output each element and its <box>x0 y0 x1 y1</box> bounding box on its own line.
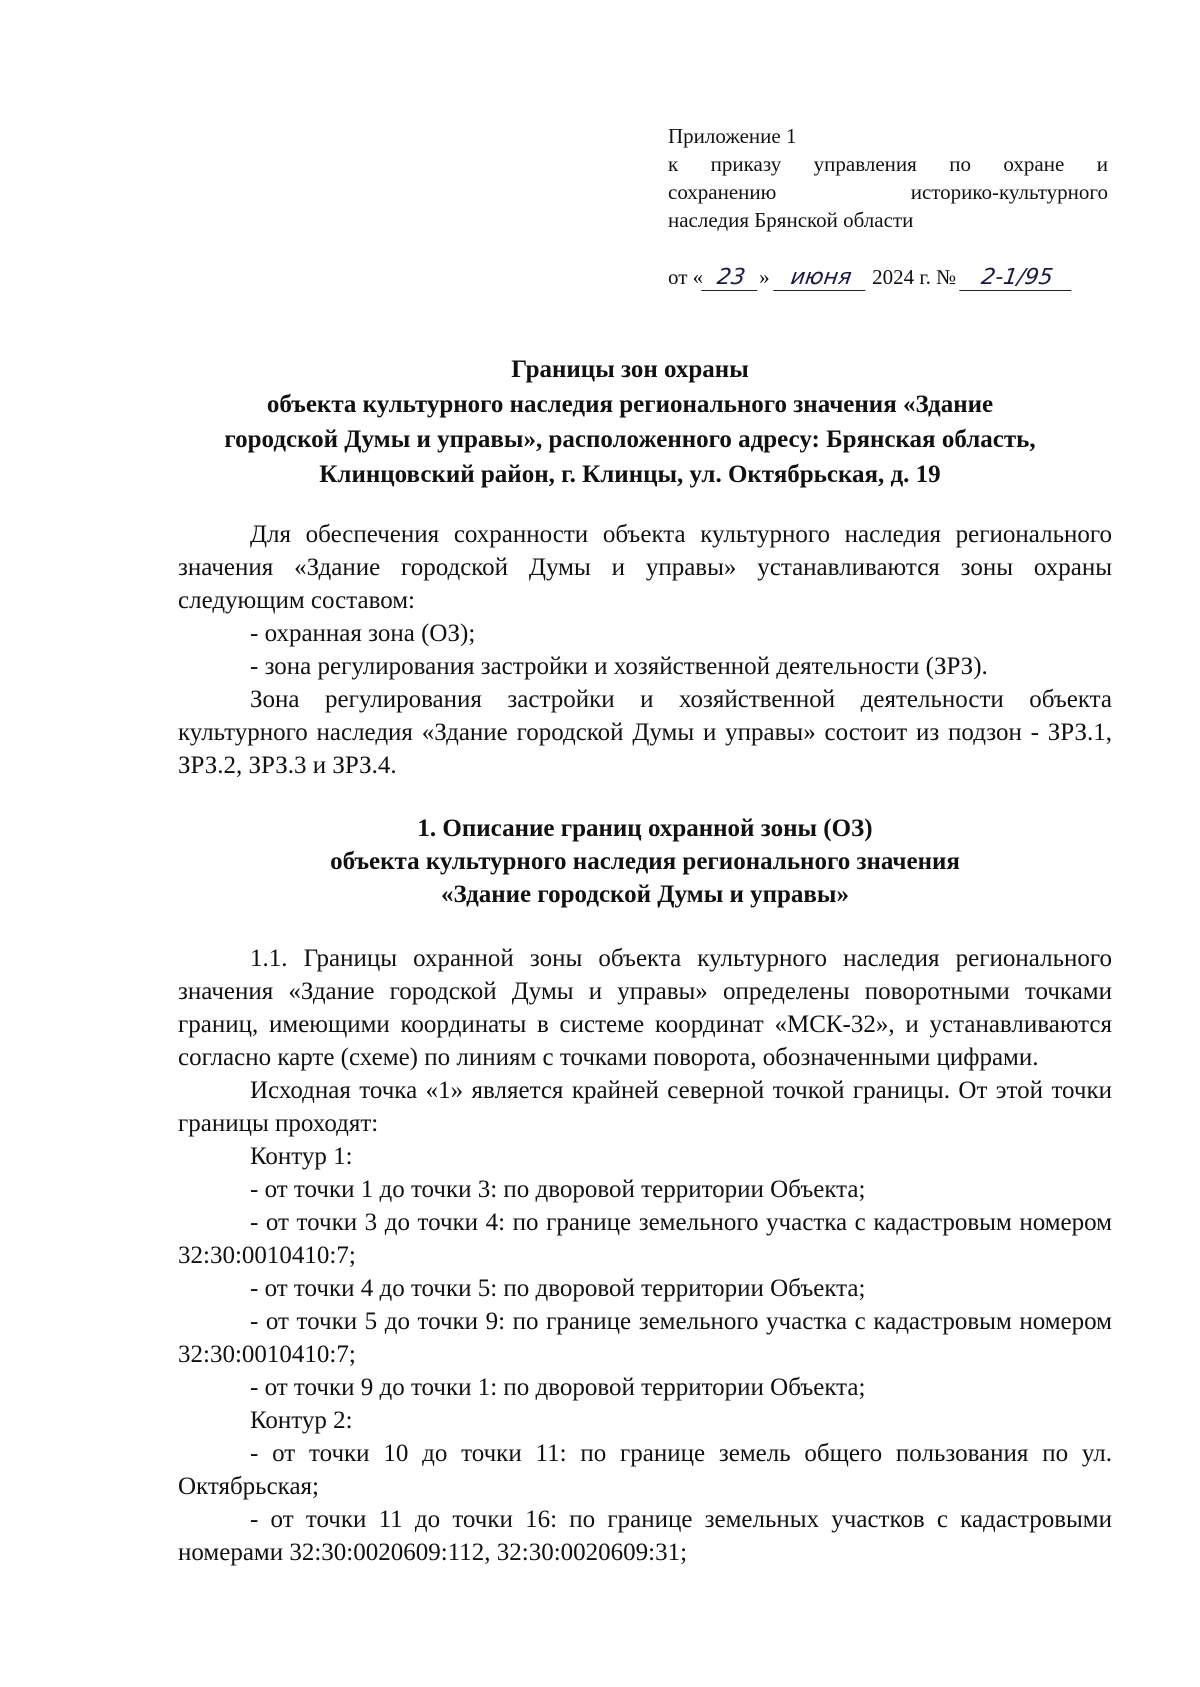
handwritten-day: 23 <box>701 266 761 291</box>
contour-2-item-2: - от точки 11 до точки 16: по границе земельных участков с кадастровыми номерами 32:30:0020609:112, 32:30:0020609:31; <box>178 1506 1112 1566</box>
paragraph-1-1: 1.1. Границы охранной зоны объекта культурного наследия регионального значения «Здание городской Думы и управы» определены поворотными точками границ, имеющими координаты в системе координат «МСК-32», и устанавливаются согласно карте (схеме) по линиям с точками поворота, обозначенными цифрами. <box>178 945 1112 1071</box>
zone-item-oz: - охранная зона (ОЗ); <box>250 620 476 647</box>
contour-1-item-2: - от точки 3 до точки 4: по границе земельного участка с кадастровым номером 32:30:0010410:7; <box>178 1209 1112 1269</box>
section-1-title-line-3: «Здание городской Думы и управы» <box>441 881 849 908</box>
contour-2-item-1: - от точки 10 до точки 11: по границе земель общего пользования по ул. Октябрьская; <box>178 1440 1112 1500</box>
contour-1-item-1: - от точки 1 до точки 3: по дворовой территории Объекта; <box>250 1176 866 1203</box>
title-line-3: городской Думы и управы», расположенного адресу: Брянская область, <box>224 426 1036 453</box>
date-mid: » <box>759 265 770 289</box>
zone-item-zrz: - зона регулирования застройки и хозяйственной деятельности (ЗРЗ). <box>250 653 988 680</box>
appendix-line-4: наследия Брянской области <box>668 208 914 232</box>
contour-2-label: Контур 2: <box>250 1407 353 1434</box>
title-line-1: Границы зон охраны <box>511 356 749 383</box>
title-line-2: объекта культурного наследия регионального значения «Здание <box>266 391 994 418</box>
handwritten-month: июня <box>773 266 869 291</box>
start-point-paragraph: Исходная точка «1» является крайней северной точкой границы. От этой точки границы проходят: <box>178 1077 1112 1137</box>
date-prefix: от « <box>668 265 704 289</box>
section-1-title <box>178 812 1112 911</box>
handwritten-order-number: 2-1/95 <box>960 266 1076 291</box>
contour-1-item-4: - от точки 5 до точки 9: по границе земельного участка с кадастровым номером 32:30:0010410:7; <box>178 1308 1112 1368</box>
appendix-title: Приложение 1 <box>668 124 797 148</box>
appendix-block <box>668 122 1108 234</box>
section-1-body <box>178 942 1112 1569</box>
contour-1-label: Контур 1: <box>250 1143 353 1170</box>
appendix-line-2: к приказу управления по охране и <box>668 152 1108 176</box>
subzones-paragraph: Зона регулирования застройки и хозяйственной деятельности объекта культурного наследия «Здание городской Думы и управы» состоит из подзон - ЗРЗ.1, ЗРЗ.2, ЗРЗ.3 и ЗРЗ.4. <box>178 686 1112 779</box>
intro-section <box>178 518 1112 782</box>
title-line-4: Клинцовский район, г. Клинцы, ул. Октябрьская, д. 19 <box>319 461 941 488</box>
contour-1-item-5: - от точки 9 до точки 1: по дворовой территории Объекта; <box>250 1374 866 1401</box>
order-date-line <box>668 262 1108 292</box>
document-title <box>150 352 1110 492</box>
section-1-title-line-1: 1. Описание границ охранной зоны (ОЗ) <box>417 815 873 842</box>
contour-1-item-3: - от точки 4 до точки 5: по дворовой территории Объекта; <box>250 1275 866 1302</box>
intro-paragraph: Для обеспечения сохранности объекта культурного наследия регионального значения «Здание городской Думы и управы» устанавливаются зоны охраны следующим составом: <box>178 521 1112 614</box>
appendix-line-3: сохранению историко-культурного <box>668 180 1108 204</box>
date-year: 2024 г. № <box>872 265 957 289</box>
section-1-title-line-2: объекта культурного наследия регионального значения <box>330 848 960 875</box>
